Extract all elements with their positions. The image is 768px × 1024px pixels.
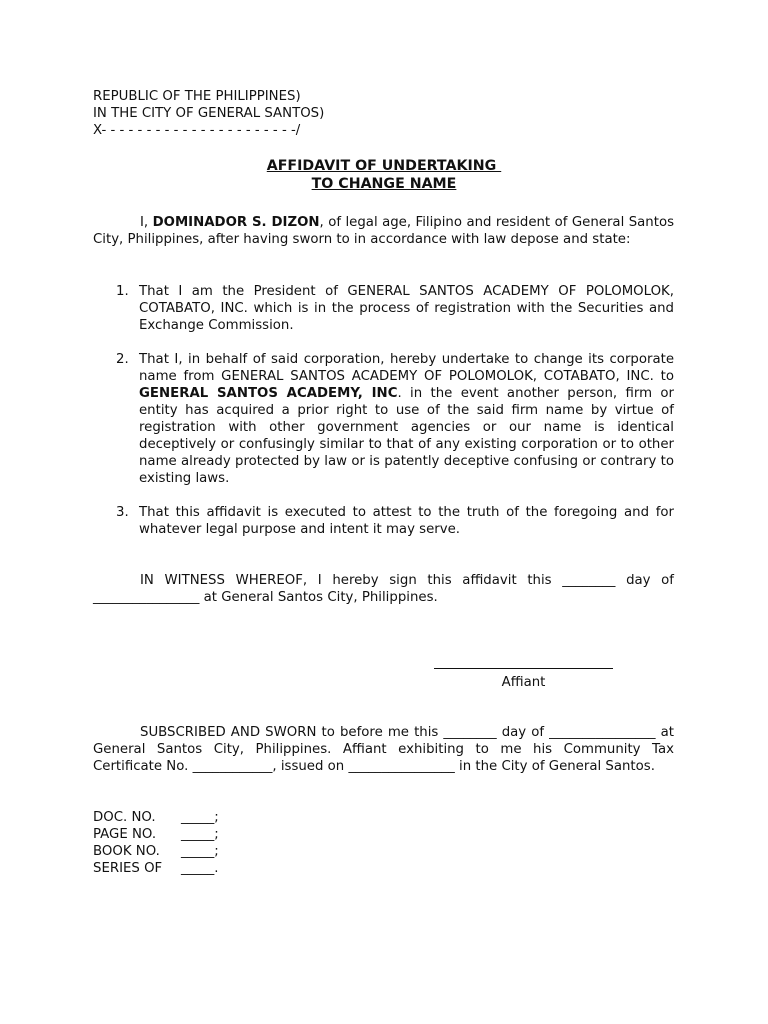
document-title-line2: TO CHANGE NAME <box>311 176 457 192</box>
series-of-label: SERIES OF <box>93 861 163 876</box>
doc-no-label: DOC. NO. <box>93 810 156 825</box>
witness-paragraph: IN WITNESS WHEREOF, I hereby sign this affidavit this ________ day of ________________ at General Santos City, Philippines. <box>93 573 674 605</box>
caption-republic: REPUBLIC OF THE PHILIPPINES) <box>93 89 301 104</box>
item-1-text: That I am the President of GENERAL SANTOS ACADEMY OF POLOMOLOK, COTABATO, INC. which is in the process of registration with the Securities and Exchange Commission. <box>139 284 674 333</box>
caption-city: IN THE CITY OF GENERAL SANTOS) <box>93 106 325 121</box>
signature-line <box>434 668 613 669</box>
caption-separator: X- - - - - - - - - - - - - - - - - - - - - -/ <box>93 123 301 138</box>
item-2-new-name: GENERAL SANTOS ACADEMY, INC <box>139 386 398 401</box>
item-1-number: 1. <box>116 284 129 299</box>
doc-no-value: _____; <box>181 810 219 825</box>
book-no-label: BOOK NO. <box>93 844 160 859</box>
intro-paragraph <box>93 214 674 248</box>
page-no-value: _____; <box>181 827 219 842</box>
item-2-text-after: . in the event another person, firm or entity has acquired a prior right to use of the said firm name by virtue of registration with other government agencies or our name is identical deceptively or confusingly similar to that of any existing corporation or to other name already protected by law or is patently deceptive confusing or contrary to existing laws. <box>139 386 674 486</box>
intro-rest: , of legal age, Filipino and resident of General Santos City, Philippines, after having sworn to in accordance with law depose and state: <box>93 215 675 247</box>
book-no-value: _____; <box>181 844 219 859</box>
item-3-text: That this affidavit is executed to attest to the truth of the foregoing and for whatever legal purpose and intent it may serve. <box>139 505 674 537</box>
series-of-value: _____. <box>181 861 219 876</box>
intro-prefix: I, <box>140 215 153 230</box>
item-2-text <box>139 351 674 487</box>
affiant-label: Affiant <box>501 675 546 690</box>
document-title-line1: AFFIDAVIT OF UNDERTAKING <box>266 158 502 174</box>
jurat-paragraph: SUBSCRIBED AND SWORN to before me this ________ day of ________________ at General Santos City, Philippines. Affiant exhibiting to me his Community Tax Certificate No. ____________, issued on ________________ in the City of General Santos. <box>93 725 674 774</box>
page-no-label: PAGE NO. <box>93 827 157 842</box>
item-2-number: 2. <box>116 352 129 367</box>
item-3-number: 3. <box>116 505 129 520</box>
item-2-text-before: That I, in behalf of said corporation, hereby undertake to change its corporate name from GENERAL SANTOS ACADEMY OF POLOMOLOK, COTABATO, INC. to <box>139 352 674 384</box>
affiant-name: DOMINADOR S. DIZON <box>152 215 320 230</box>
